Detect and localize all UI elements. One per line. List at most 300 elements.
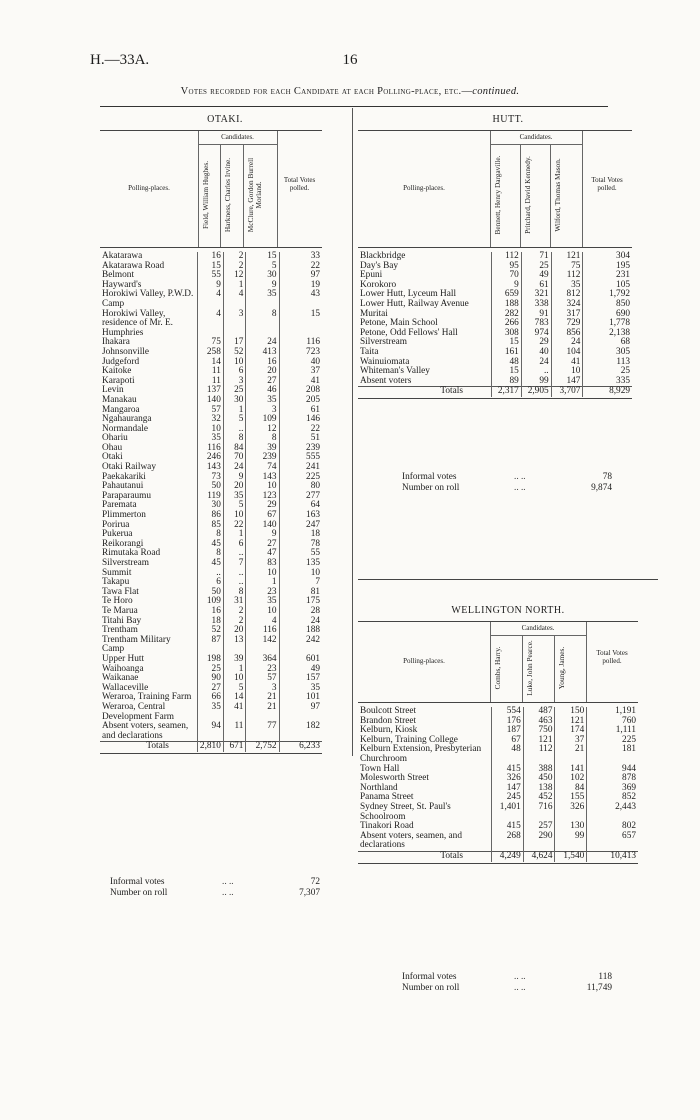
vote-count: 324 — [551, 300, 583, 310]
vote-count: 335 — [583, 377, 632, 387]
vote-count: 1,778 — [583, 319, 632, 329]
leader-dots: .. .. — [222, 877, 234, 887]
vote-count: 48 — [491, 358, 521, 368]
hutt-header-col-line — [582, 131, 583, 247]
wellington_north-candidate-name: Young, James. — [557, 646, 566, 690]
vote-count: 15 — [491, 338, 521, 348]
vote-count: 123 — [246, 492, 279, 502]
vote-count: 783 — [521, 319, 551, 329]
polling-place-name: Town Hall — [360, 763, 400, 774]
vote-count: 45 — [197, 559, 223, 569]
vote-count: 257 — [523, 822, 555, 832]
vote-count: 8 — [246, 434, 279, 444]
otaki-table-row — [100, 310, 322, 339]
otaki-table-row — [100, 521, 322, 531]
vote-count: 690 — [583, 310, 632, 320]
vote-count: 15 — [197, 262, 223, 272]
totals-label: Totals — [358, 387, 491, 397]
hutt-polling-label: Polling-places. — [403, 184, 445, 192]
hutt-candidate-name: Pritchard, David Kennedy. — [523, 156, 532, 234]
vote-count: 102 — [555, 774, 587, 784]
vote-count: 175 — [279, 597, 322, 607]
vote-count: 90 — [197, 674, 223, 684]
wellington_north-table-row — [358, 745, 638, 764]
vote-count: 49 — [279, 665, 322, 675]
wellington_north-polling-label: Polling-places. — [403, 657, 445, 665]
vote-count: 338 — [521, 300, 551, 310]
vote-count: 8 — [197, 530, 223, 540]
page-caption — [0, 86, 700, 97]
vote-count: 50 — [197, 588, 223, 598]
polling-place-name: Northland — [360, 782, 398, 793]
vote-count: 29 — [521, 338, 551, 348]
vote-count: 450 — [523, 774, 555, 784]
polling-place-name: Lower Hutt, Railway Avenue — [360, 298, 469, 309]
hutt-header-box — [358, 130, 632, 248]
vote-count: 130 — [555, 822, 587, 832]
vote-count: 266 — [491, 319, 521, 329]
polling-place-name: Otaki — [102, 452, 123, 463]
wellington-north-section — [358, 603, 658, 1023]
polling-place-name: Titahi Bay — [102, 615, 142, 626]
totals-label: Totals — [100, 742, 197, 752]
hutt-table-row — [358, 262, 632, 272]
vote-count: 121 — [555, 717, 587, 727]
wellington_north-informal-block — [402, 972, 612, 994]
vote-count: 3 — [246, 406, 279, 416]
vote-count: 415 — [491, 822, 523, 832]
polling-place-name: Waikanae — [102, 673, 139, 684]
vote-count: 187 — [491, 726, 523, 736]
otaki-table-row — [100, 511, 322, 521]
hutt-section — [358, 112, 658, 582]
vote-count: 74 — [246, 463, 279, 473]
vote-count: 70 — [223, 453, 246, 463]
polling-place-name: Reikorangi — [102, 538, 144, 549]
otaki-candidate-name: McClure, Gordon Burrell Morland. — [246, 157, 263, 233]
polling-place-name: Trentham Military Camp — [102, 634, 171, 655]
vote-count: 181 — [587, 745, 638, 764]
otaki-header-col-line — [198, 131, 199, 247]
vote-count: 73 — [197, 473, 223, 483]
hutt-table-row — [358, 252, 632, 262]
vote-count: 87 — [197, 636, 223, 655]
vote-count: 29 — [246, 501, 279, 511]
vote-count: 48 — [491, 745, 523, 764]
vote-count: 141 — [555, 765, 587, 775]
page-number: 16 — [342, 52, 358, 68]
vote-count: 41 — [223, 703, 246, 722]
hutt-informal-block — [402, 472, 612, 494]
vote-count: 35 — [197, 434, 223, 444]
vote-count: 944 — [587, 765, 638, 775]
otaki-table-row — [100, 703, 322, 722]
vote-count: 39 — [246, 444, 279, 454]
vote-count: 39 — [223, 655, 246, 665]
leader-dots: .. .. — [514, 483, 526, 493]
top-rule — [100, 106, 608, 107]
vote-count: 7 — [279, 578, 322, 588]
vote-count: 20 — [246, 367, 279, 377]
hutt-candidates-label: Candidates. — [519, 133, 553, 141]
vote-count: 659 — [491, 290, 521, 300]
vote-count: 268 — [491, 832, 523, 852]
vote-count: 51 — [279, 434, 322, 444]
informal-votes-value: 118 — [598, 972, 612, 982]
vote-count: 94 — [197, 722, 223, 742]
hutt-bottom-rule — [358, 579, 658, 580]
vote-count: .. — [223, 425, 246, 435]
vote-count: 155 — [555, 793, 587, 803]
vote-count: 10 — [246, 607, 279, 617]
polling-place-name: Te Horo — [102, 596, 133, 607]
hutt-candidate-name: Bennett, Henry Dargaville. — [493, 155, 502, 235]
vote-count: 8 — [246, 310, 279, 339]
otaki-header-col-line — [243, 144, 244, 247]
polling-place-name: Petone, Odd Fellows' Hall — [360, 327, 458, 338]
vote-count: 14 — [197, 358, 223, 368]
polling-place-name: Weraroa, Training Farm — [102, 692, 192, 703]
vote-count: 555 — [279, 453, 322, 463]
leader-dots: .. .. — [514, 983, 526, 993]
vote-count: 40 — [521, 348, 551, 358]
vote-count: 121 — [523, 736, 555, 746]
vote-count: 487 — [523, 707, 555, 717]
polling-place-name: Kelburn, Kiosk — [360, 725, 418, 736]
polling-place-name: Lower Hutt, Lyceum Hall — [360, 289, 457, 300]
polling-place-name: Kelburn, Training College — [360, 734, 458, 745]
polling-place-name: Ohariu — [102, 433, 128, 444]
vote-count: 35 — [223, 492, 246, 502]
polling-place-name: Summit — [102, 567, 132, 578]
vote-count: 258 — [197, 348, 223, 358]
vote-count: 83 — [246, 559, 279, 569]
vote-count: 6 — [223, 367, 246, 377]
vote-count: 246 — [197, 453, 223, 463]
vote-count: 50 — [197, 482, 223, 492]
otaki-table-bottom-rule — [100, 753, 322, 754]
polling-place-name: Takapu — [102, 577, 130, 588]
vote-count: 10 — [246, 569, 279, 579]
vote-count: 157 — [279, 674, 322, 684]
vote-count: 195 — [583, 262, 632, 272]
vote-count: 71 — [521, 252, 551, 262]
vote-count: 143 — [246, 473, 279, 483]
polling-place-name: Absent voters, seamen, and declarations — [102, 721, 189, 741]
total-count: 6,233 — [279, 742, 322, 752]
vote-count: .. — [223, 569, 246, 579]
vote-count: 11 — [223, 722, 246, 742]
polling-place-name: Muritai — [360, 308, 388, 319]
vote-count: 121 — [551, 252, 583, 262]
vote-count: 463 — [523, 717, 555, 727]
wellington_north-totals-row — [358, 851, 638, 861]
vote-count: 802 — [587, 822, 638, 832]
otaki-candidate-name: Field, William Hughes. — [201, 160, 210, 230]
vote-count: 198 — [197, 655, 223, 665]
hutt-table-bottom-rule — [358, 398, 632, 399]
hutt-candidates-underline — [490, 144, 582, 145]
otaki-informal-row — [110, 877, 320, 888]
vote-count: 116 — [197, 444, 223, 454]
vote-count: 723 — [279, 348, 322, 358]
page-reference: H.—33A. — [90, 52, 150, 68]
vote-count: 99 — [521, 377, 551, 387]
otaki-candidate-name: Harkness, Charles Irvine. — [223, 157, 232, 233]
vote-count: 5 — [246, 262, 279, 272]
vote-count: 46 — [246, 386, 279, 396]
polling-place-name: Ngahauranga — [102, 414, 152, 425]
polling-place-name: Korokoro — [360, 279, 397, 290]
vote-count: 37 — [555, 736, 587, 746]
vote-count: 364 — [246, 655, 279, 665]
vote-count: 70 — [491, 271, 521, 281]
polling-place-name: Karapoti — [102, 375, 135, 386]
otaki-section — [100, 112, 350, 922]
vote-count: 11 — [197, 377, 223, 387]
hutt-table-row — [358, 338, 632, 348]
vote-count: 9 — [246, 530, 279, 540]
vote-count: 10 — [279, 569, 322, 579]
polling-place-name: Plimmerton — [102, 510, 146, 521]
wellington_north-table-row — [358, 803, 638, 822]
polling-place-name: Wallaceville — [102, 682, 149, 693]
vote-count: .. — [197, 569, 223, 579]
vote-count: 1 — [223, 530, 246, 540]
polling-place-name: Mangaroa — [102, 404, 140, 415]
polling-place-name: Porirua — [102, 519, 130, 530]
vote-count: 25 — [197, 665, 223, 675]
vote-count: 9 — [491, 281, 521, 291]
hutt-table-row — [358, 271, 632, 281]
polling-place-name: Ihakara — [102, 337, 130, 348]
vote-count: 9 — [246, 281, 279, 291]
polling-place-name: Epuni — [360, 270, 383, 281]
vote-count: 97 — [279, 703, 322, 722]
otaki-header-col-line — [277, 131, 278, 247]
vote-count: 188 — [279, 626, 322, 636]
vote-count: 8 — [223, 588, 246, 598]
otaki-table-row — [100, 569, 322, 579]
number-on-roll-value: 11,749 — [586, 983, 612, 993]
number-on-roll-label: Number on roll — [402, 483, 460, 493]
vote-count: 413 — [246, 348, 279, 358]
vote-count: 290 — [523, 832, 555, 852]
polling-place-name: Kaitoke — [102, 366, 132, 377]
vote-count: 4 — [223, 290, 246, 309]
column-divider — [352, 108, 353, 756]
vote-count: 10 — [197, 425, 223, 435]
vote-count: 22 — [279, 425, 322, 435]
total-count: 4,249 — [491, 851, 523, 861]
vote-count: 31 — [223, 597, 246, 607]
vote-count: 760 — [587, 717, 638, 727]
vote-count: 78 — [279, 540, 322, 550]
vote-count: 25 — [583, 367, 632, 377]
vote-count: 30 — [197, 501, 223, 511]
vote-count: 163 — [279, 511, 322, 521]
vote-count: 321 — [521, 290, 551, 300]
vote-count: 5 — [223, 501, 246, 511]
total-count: 2,752 — [246, 742, 279, 752]
vote-count: 729 — [551, 319, 583, 329]
polling-place-name: Hayward's — [102, 279, 142, 290]
vote-count: 21 — [246, 693, 279, 703]
vote-count: 9 — [197, 281, 223, 291]
vote-count: 317 — [551, 310, 583, 320]
vote-count: 716 — [523, 803, 555, 822]
vote-count: 7 — [223, 559, 246, 569]
wellington_north-total-label: Total Votes polled. — [596, 649, 628, 665]
polling-place-name: Horokiwi Valley, P.W.D. Camp — [102, 289, 194, 309]
vote-count: 856 — [551, 329, 583, 339]
vote-count: 52 — [197, 626, 223, 636]
vote-count: 116 — [246, 626, 279, 636]
otaki-table-row — [100, 722, 322, 742]
vote-count: 113 — [583, 358, 632, 368]
vote-count: 239 — [279, 444, 322, 454]
polling-place-name: Wainuiomata — [360, 356, 410, 367]
vote-count: 15 — [279, 310, 322, 339]
number-on-roll-label: Number on roll — [110, 888, 168, 898]
vote-count: 231 — [583, 271, 632, 281]
polling-place-name: Kelburn Extension, Presbyterian Churchroom — [360, 744, 482, 764]
vote-count: 2 — [223, 252, 246, 262]
total-count: 1,540 — [555, 851, 587, 861]
vote-count: 5 — [223, 684, 246, 694]
vote-count: 1 — [223, 406, 246, 416]
otaki-totals-row — [100, 742, 322, 752]
vote-count: 35 — [246, 290, 279, 309]
vote-count: 6 — [197, 578, 223, 588]
polling-place-name: Judgeford — [102, 356, 140, 367]
vote-count: 57 — [197, 406, 223, 416]
vote-count: 147 — [551, 377, 583, 387]
vote-count: 112 — [551, 271, 583, 281]
vote-count: 6 — [223, 540, 246, 550]
vote-count: 17 — [223, 338, 246, 348]
vote-count: 452 — [523, 793, 555, 803]
vote-count: 67 — [491, 736, 523, 746]
otaki-header-col-line — [220, 144, 221, 247]
wellington_north-candidate-name: Combs, Harry. — [493, 646, 502, 690]
vote-count: 104 — [551, 348, 583, 358]
otaki-header-box — [100, 130, 322, 248]
vote-count: 4 — [197, 310, 223, 339]
vote-count: 205 — [279, 396, 322, 406]
vote-count: 601 — [279, 655, 322, 665]
hutt-total-label: Total Votes polled. — [591, 176, 623, 192]
hutt-table — [358, 252, 632, 397]
vote-count: 80 — [279, 482, 322, 492]
informal-votes-label: Informal votes — [402, 972, 457, 982]
wellington_north-header-col-line — [522, 635, 523, 702]
otaki-title: OTAKI. — [207, 114, 243, 125]
vote-count: 176 — [491, 717, 523, 727]
leader-dots: .. .. — [514, 972, 526, 982]
vote-count: 49 — [521, 271, 551, 281]
vote-count: 208 — [279, 386, 322, 396]
vote-count: 326 — [491, 774, 523, 784]
vote-count: 18 — [279, 530, 322, 540]
polling-place-name: Manakau — [102, 394, 137, 405]
vote-count: 239 — [246, 453, 279, 463]
vote-count: 2 — [223, 607, 246, 617]
vote-count: 81 — [279, 588, 322, 598]
vote-count: 95 — [491, 262, 521, 272]
vote-count: 1 — [223, 281, 246, 291]
wellington_north-header-col-line — [554, 635, 555, 702]
totals-label: Totals — [358, 851, 491, 861]
polling-place-name: Tawa Flat — [102, 586, 139, 597]
wellington_north-header-col-line — [586, 622, 587, 702]
polling-place-name: Otaki Railway — [102, 462, 156, 473]
vote-count: 3 — [223, 377, 246, 387]
total-count: 3,707 — [551, 387, 583, 397]
vote-count: 4 — [246, 617, 279, 627]
vote-count: 84 — [555, 784, 587, 794]
otaki-table-row — [100, 358, 322, 368]
vote-count: 21 — [246, 703, 279, 722]
wellington_north-table-bottom-rule — [358, 863, 638, 864]
vote-count: 99 — [555, 832, 587, 852]
wellington_north-informal-row — [402, 972, 612, 983]
vote-count: 35 — [551, 281, 583, 291]
vote-count: 225 — [587, 736, 638, 746]
informal-votes-value: 78 — [602, 472, 612, 482]
vote-count: 16 — [197, 252, 223, 262]
vote-count: 878 — [587, 774, 638, 784]
vote-count: 41 — [279, 377, 322, 387]
vote-count: 20 — [223, 482, 246, 492]
vote-count: 24 — [551, 338, 583, 348]
otaki-informal-block — [110, 877, 320, 899]
otaki-table-row — [100, 636, 322, 655]
vote-count: 305 — [583, 348, 632, 358]
vote-count: 11 — [197, 367, 223, 377]
vote-count: 35 — [197, 703, 223, 722]
vote-count: 188 — [491, 300, 521, 310]
vote-count: 15 — [491, 367, 521, 377]
polling-place-name: Rimutaka Road — [102, 548, 161, 559]
vote-count: 61 — [521, 281, 551, 291]
vote-count: 22 — [279, 262, 322, 272]
vote-count: 30 — [223, 396, 246, 406]
polling-place-name: Belmont — [102, 270, 135, 281]
vote-count: 812 — [551, 290, 583, 300]
vote-count: 4 — [197, 290, 223, 309]
polling-place-name: Whiteman's Valley — [360, 366, 430, 377]
vote-count: 85 — [197, 521, 223, 531]
vote-count: 30 — [246, 271, 279, 281]
polling-place-name: Weraroa, Central Development Farm — [102, 701, 175, 722]
polling-place-name: Horokiwi Valley, residence of Mr. E. Humphries — [102, 308, 173, 338]
vote-count: 415 — [491, 765, 523, 775]
vote-count: 138 — [523, 784, 555, 794]
polling-place-name: Silverstream — [360, 337, 407, 348]
vote-count: 657 — [587, 832, 638, 852]
polling-place-name: Normandale — [102, 423, 148, 434]
vote-count: 174 — [555, 726, 587, 736]
polling-place-name: Pukerua — [102, 529, 133, 540]
vote-count: 10 — [223, 511, 246, 521]
wellington_north-roll-row — [402, 983, 612, 994]
polling-place-name: Johnsonville — [102, 346, 150, 357]
vote-count: 1,111 — [587, 726, 638, 736]
hutt-totals-row — [358, 387, 632, 397]
hutt-candidate-name: Wilford, Thomas Mason. — [553, 158, 562, 232]
polling-place-name: Panama Street — [360, 792, 414, 803]
